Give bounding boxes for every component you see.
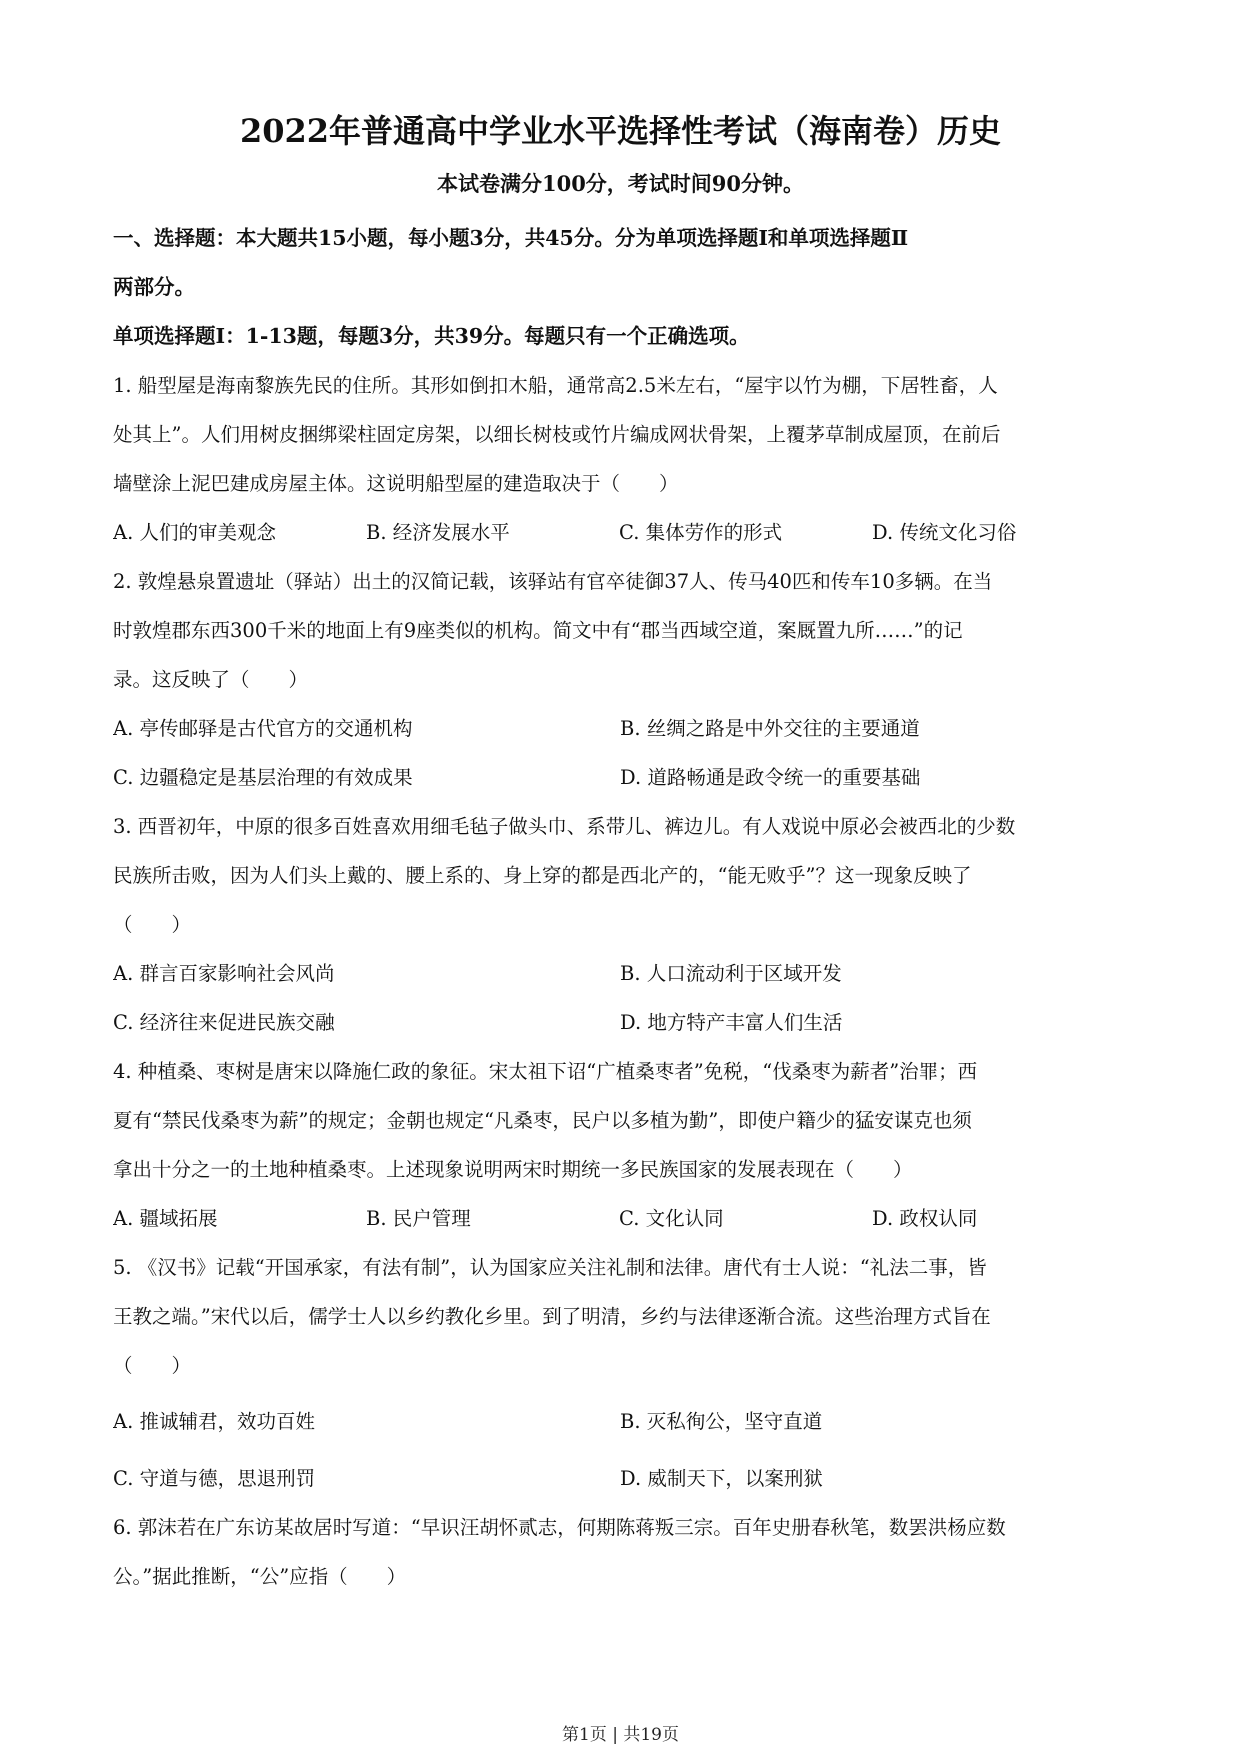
options-row	[113, 704, 1128, 753]
option-b: B. 灭私徇公，坚守直道	[620, 1410, 823, 1433]
options-row	[113, 508, 1128, 557]
options-row	[113, 1194, 1128, 1243]
option-a: A. 亭传邮驿是古代官方的交通机构	[113, 717, 413, 740]
option-b: B. 人口流动利于区域开发	[620, 962, 842, 985]
option-c: C. 守道与德，思退刑罚	[113, 1467, 316, 1490]
option-a: A. 群言百家影响社会风尚	[113, 962, 335, 985]
question-text: 墙壁涂上泥巴建成房屋主体。这说明船型屋的建造取决于（ ）	[113, 472, 679, 495]
question-text: 1. 船型屋是海南黎族先民的住所。其形如倒扣木船，通常高2.5米左右，“屋宇以竹为棚，下居牲畜，人	[113, 374, 998, 397]
option-c: C. 边疆稳定是基层治理的有效成果	[113, 766, 413, 789]
option-a: A. 人们的审美观念	[113, 521, 276, 544]
question-1	[113, 361, 1128, 557]
option-c: C. 集体劳作的形式	[619, 521, 783, 544]
question-text: 夏有“禁民伐桑枣为薪”的规定；金朝也规定“凡桑枣，民户以多植为勤”，即使户籍少的猛安谋克也须	[113, 1109, 972, 1132]
options-row	[113, 1454, 1128, 1503]
option-d: D. 政权认同	[872, 1207, 978, 1230]
question-text: 4. 种植桑、枣树是唐宋以降施仁政的象征。宋太祖下诏“广植桑枣者”免税，“伐桑枣为薪者”治罪；西	[113, 1060, 978, 1083]
question-text: 拿出十分之一的土地种植桑枣。上述现象说明两宋时期统一多民族国家的发展表现在（ ）	[113, 1158, 913, 1181]
question-text: 2. 敦煌悬泉置遗址（驿站）出土的汉简记载，该驿站有官卒徒御37人、传马40匹和传车10多辆。在当	[113, 570, 993, 593]
option-d: D. 地方特产丰富人们生活	[620, 1011, 843, 1034]
option-c: C. 经济往来促进民族交融	[113, 1011, 335, 1034]
option-a: A. 推诚辅君，效功百姓	[113, 1410, 315, 1433]
options-row	[113, 1390, 1128, 1454]
option-b: B. 民户管理	[366, 1207, 471, 1230]
options-row	[113, 949, 1128, 998]
option-d: D. 传统文化习俗	[872, 521, 1017, 544]
section-heading: 一、选择题：本大题共15小题，每小题3分，共45分。分为单项选择题Ⅰ和单项选择题Ⅱ	[113, 226, 909, 250]
option-a: A. 疆域拓展	[113, 1207, 218, 1230]
question-text: 民族所击败，因为人们头上戴的、腰上系的、身上穿的都是西北产的，“能无败乎”？这一现象反映了	[113, 864, 972, 887]
page-title: 2022年普通高中学业水平选择性考试（海南卷）历史	[239, 112, 1002, 150]
question-3	[113, 802, 1128, 1047]
exam-content	[113, 214, 1128, 1601]
question-5	[113, 1243, 1128, 1503]
option-b: B. 丝绸之路是中外交往的主要通道	[620, 717, 920, 740]
question-text: （ ）	[113, 913, 192, 936]
question-6	[113, 1503, 1128, 1601]
option-b: B. 经济发展水平	[366, 521, 510, 544]
section-heading-cont: 两部分。	[113, 275, 195, 299]
question-text: 公。”据此推断，“公”应指（ ）	[113, 1565, 407, 1588]
question-text: 6. 郭沫若在广东访某故居时写道：“早识汪胡怀贰志，何期陈蒋叛三宗。百年史册春秋笔，数罢洪杨应数	[113, 1516, 1006, 1539]
question-text: 5. 《汉书》记载“开国承家，有法有制”，认为国家应关注礼制和法律。唐代有士人说：“礼法二事，皆	[113, 1256, 987, 1279]
page-footer: 第1页 | 共19页	[562, 1725, 679, 1745]
options-row	[113, 753, 1128, 802]
question-text: 3. 西晋初年，中原的很多百姓喜欢用细毛毡子做头巾、系带儿、裤边儿。有人戏说中原必会被西北的少数	[113, 815, 1016, 838]
exam-info: 本试卷满分100分，考试时间90分钟。	[436, 171, 805, 196]
question-4	[113, 1047, 1128, 1243]
option-d: D. 道路畅通是政令统一的重要基础	[620, 766, 921, 789]
question-text: 时敦煌郡东西300千米的地面上有9座类似的机构。简文中有“郡当西域空道，案厩置九所……”的记	[113, 619, 963, 642]
option-c: C. 文化认同	[619, 1207, 724, 1230]
question-text: 王教之端。”宋代以后，儒学士人以乡约教化乡里。到了明清，乡约与法律逐渐合流。这些治理方式旨在	[113, 1305, 991, 1328]
options-row	[113, 998, 1128, 1047]
question-text: （ ）	[113, 1354, 192, 1377]
option-d: D. 威制天下，以案刑狱	[620, 1467, 823, 1490]
sub-heading: 单项选择题Ⅰ：1-13题，每题3分，共39分。每题只有一个正确选项。	[113, 324, 750, 348]
question-text: 录。这反映了（ ）	[113, 668, 309, 691]
question-text: 处其上”。人们用树皮捆绑梁柱固定房架，以细长树枝或竹片编成网状骨架，上覆茅草制成屋顶，在前后	[113, 423, 1001, 446]
question-2	[113, 557, 1128, 802]
